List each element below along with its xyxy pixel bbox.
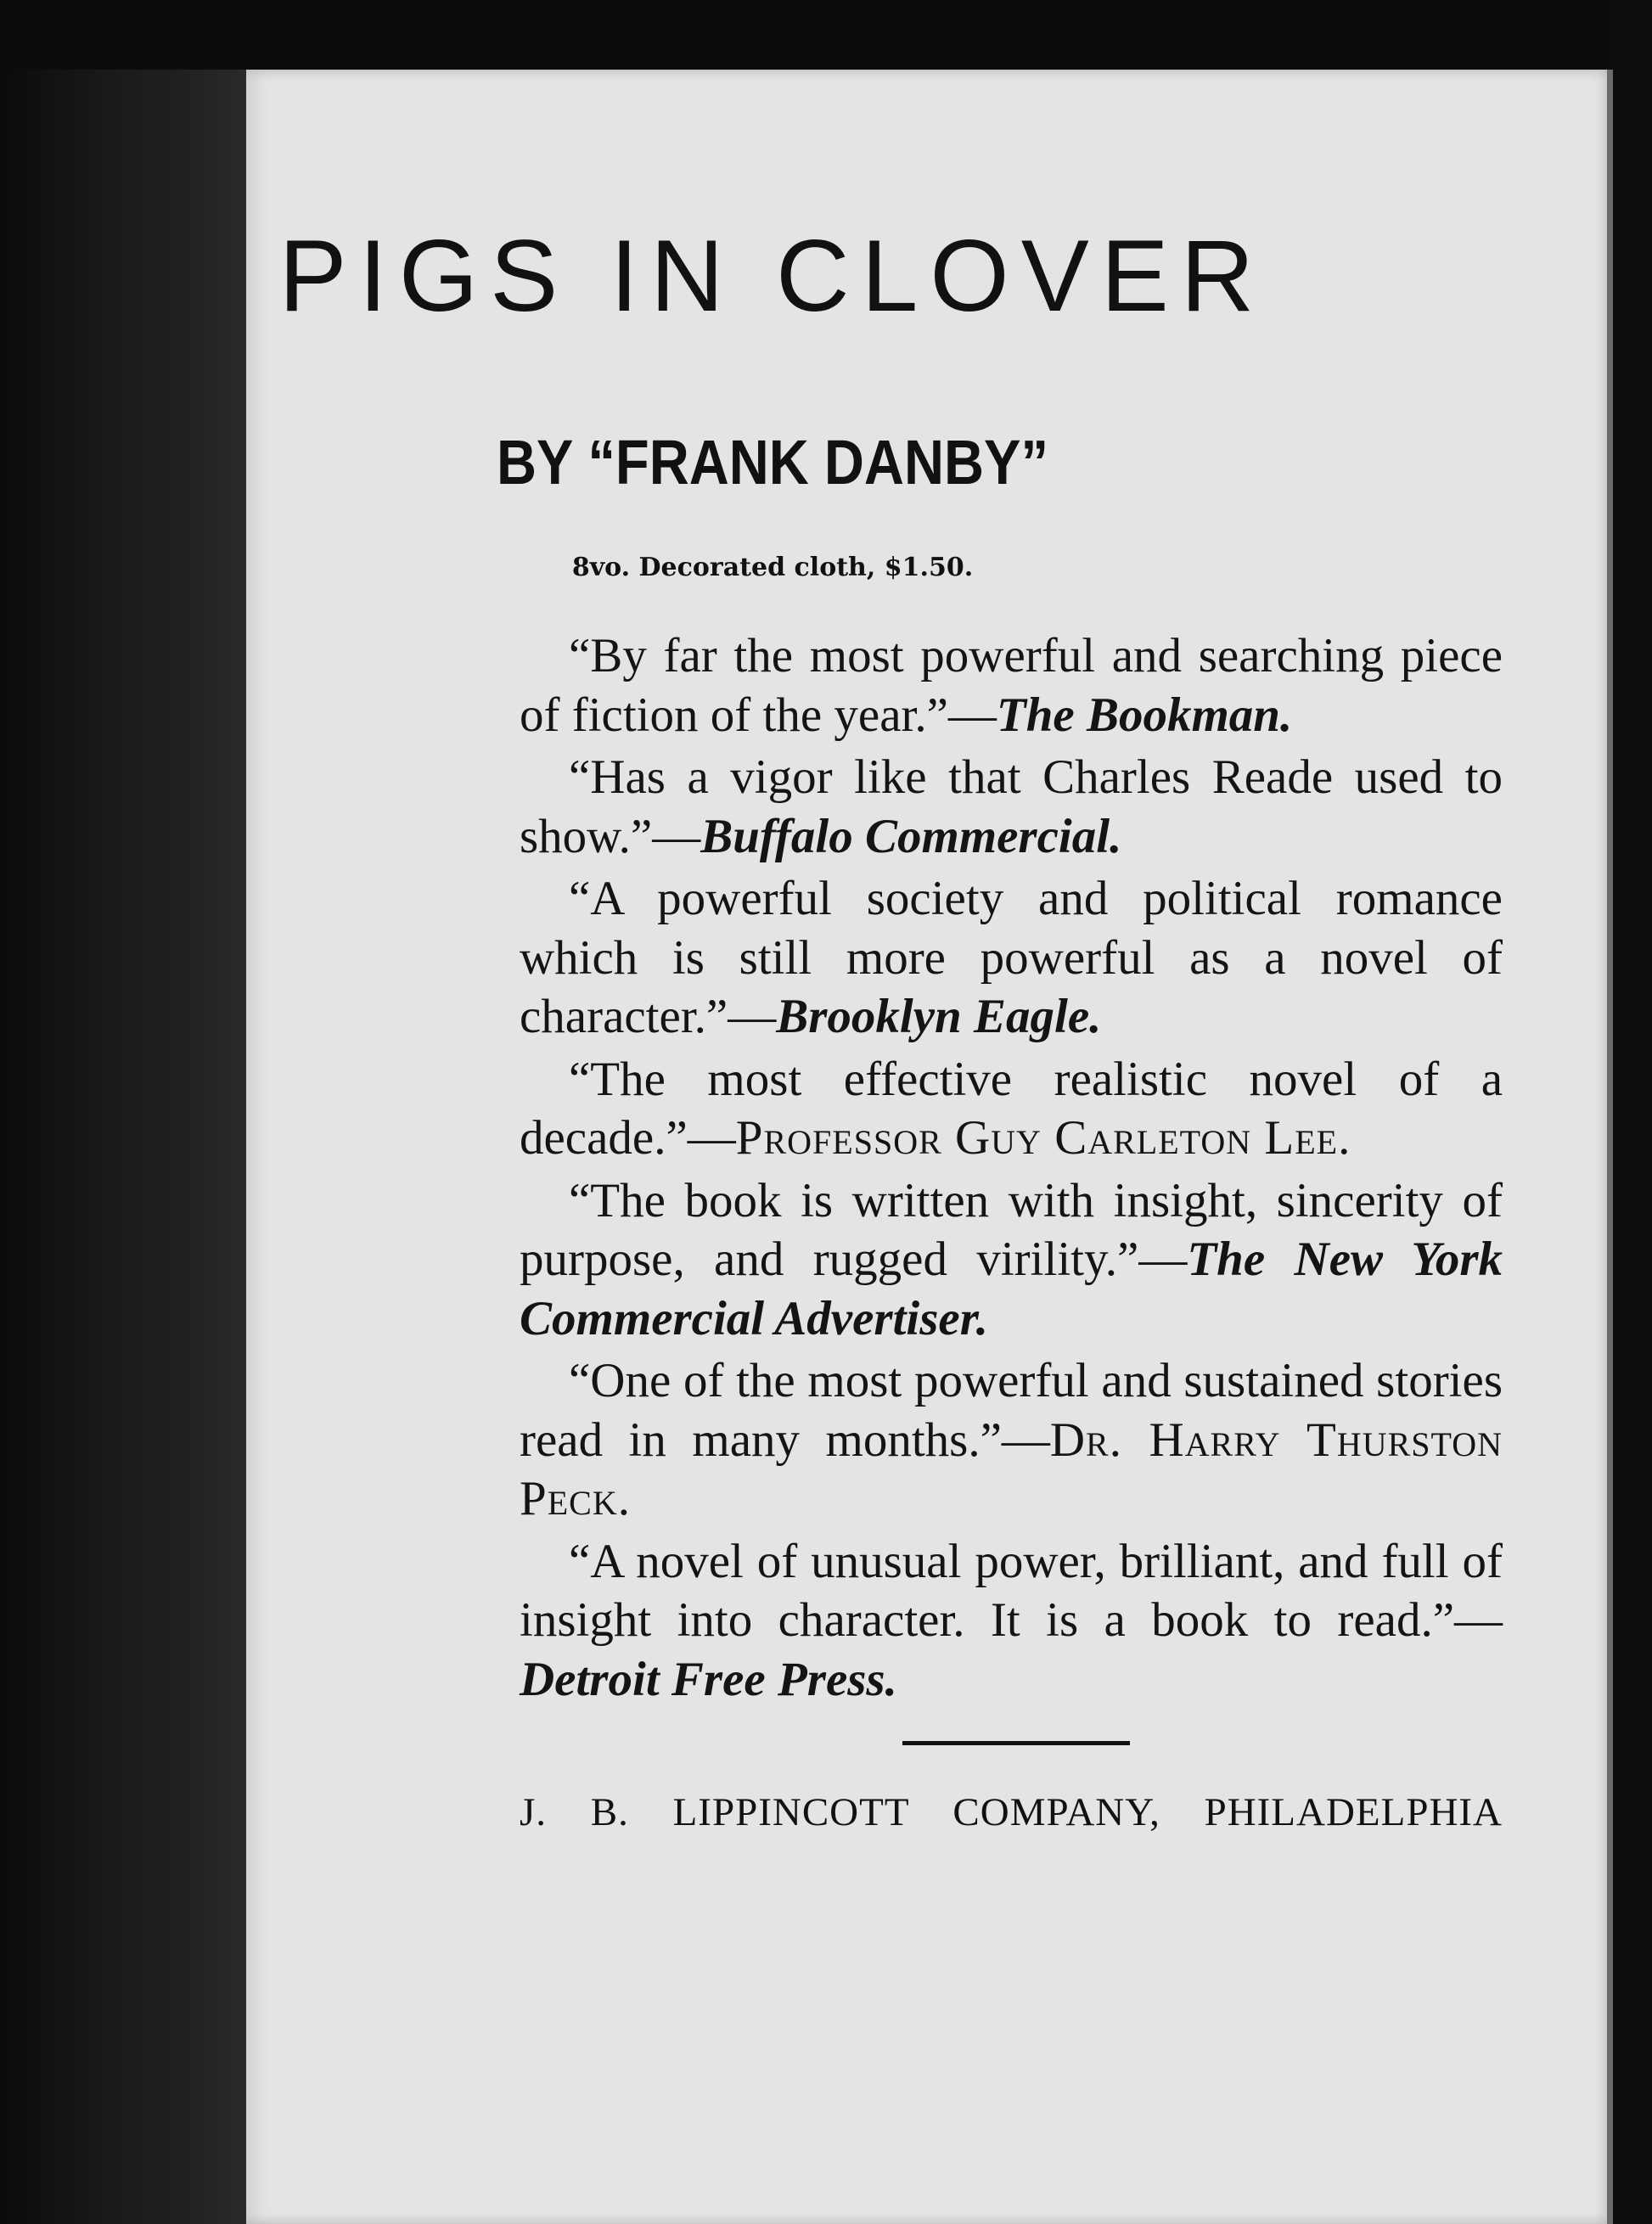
review-text: “The most effective realistic novel of a decade.”— bbox=[520, 1052, 1503, 1165]
scan-left-margin bbox=[0, 0, 246, 2224]
review-quote bbox=[520, 748, 1503, 866]
publisher-imprint: J. B. LIPPINCOTT COMPANY, PHILADELPHIA bbox=[520, 1790, 1503, 1834]
review-list bbox=[520, 626, 1503, 1712]
review-source: The Bookman. bbox=[996, 688, 1293, 742]
review-text: “By far the most powerful and searching piece of fiction of the year.”— bbox=[520, 629, 1503, 742]
scan-right-margin bbox=[1613, 0, 1652, 2224]
review-text: “One of the most powerful and sustained stories read in many months.”— bbox=[520, 1354, 1503, 1467]
review-text: “A powerful society and political romance which is still more powerful as a novel of character.”— bbox=[520, 872, 1503, 1043]
review-source: Detroit Free Press. bbox=[520, 1652, 897, 1706]
page-edge bbox=[1607, 70, 1613, 2224]
review-quote bbox=[520, 1050, 1503, 1168]
review-quote bbox=[520, 869, 1503, 1047]
review-quote bbox=[520, 1532, 1503, 1710]
scan-top-margin bbox=[0, 0, 1652, 70]
review-quote bbox=[520, 1351, 1503, 1529]
review-text: “A novel of unusual power, brilliant, and full of insight into character. It is a book to read.”— bbox=[520, 1534, 1503, 1647]
review-source: Buffalo Commercial. bbox=[700, 809, 1122, 863]
review-source: Dr. Harry Thurston Peck. bbox=[520, 1412, 1503, 1525]
divider-rule bbox=[902, 1741, 1130, 1745]
review-source: Brooklyn Eagle. bbox=[776, 990, 1102, 1043]
book-author: BY “FRANK DANBY” bbox=[496, 427, 1049, 497]
book-title: PIGS IN CLOVER bbox=[278, 219, 1267, 333]
review-text: “Has a vigor like that Charles Reade used to show.”— bbox=[520, 750, 1503, 863]
review-text: “The book is written with insight, sincerity of purpose, and rugged virility.”— bbox=[520, 1173, 1503, 1286]
book-format-price: 8vo. Decorated cloth, $1.50. bbox=[571, 553, 974, 582]
review-source: The New York Commercial Advertiser. bbox=[520, 1233, 1503, 1345]
review-quote bbox=[520, 1171, 1503, 1349]
review-quote bbox=[520, 626, 1503, 744]
review-source: Professor Guy Carleton Lee. bbox=[735, 1111, 1351, 1165]
